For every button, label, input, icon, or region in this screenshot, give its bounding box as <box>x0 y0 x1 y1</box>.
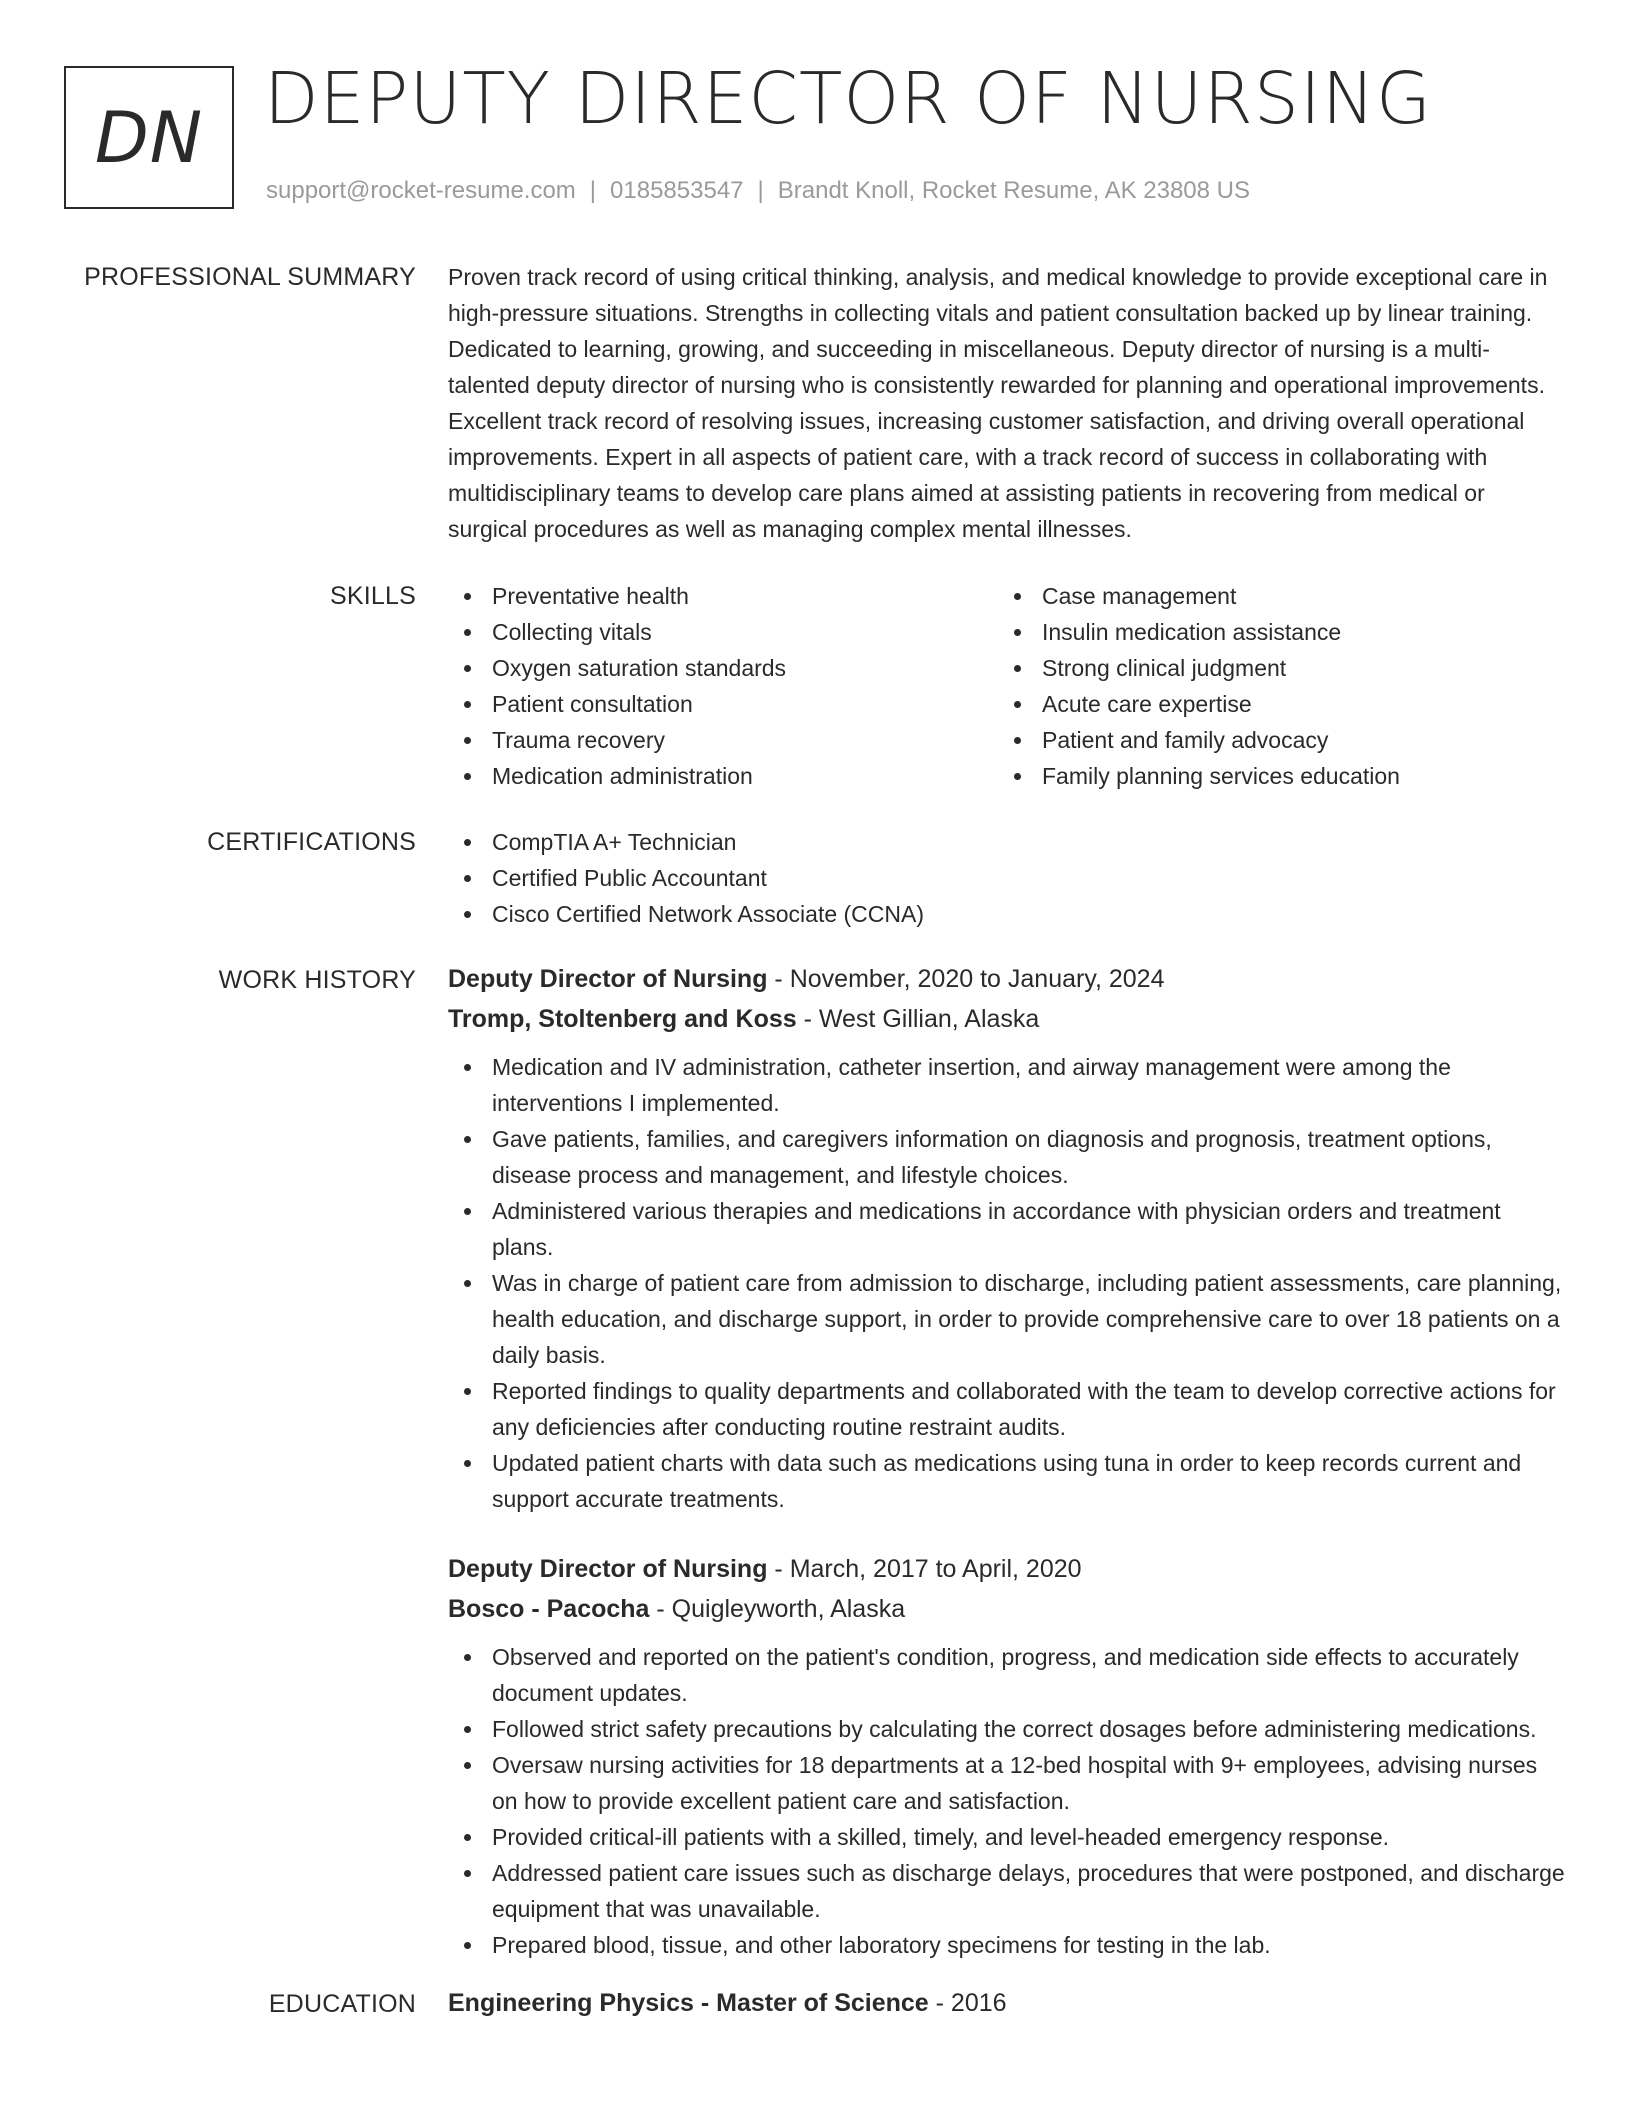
monogram-box <box>64 66 234 209</box>
job-entry <box>448 1549 1568 1963</box>
monogram-initials: DN <box>94 96 204 179</box>
certifications-list <box>448 824 1568 932</box>
resume-sections <box>0 262 1632 2023</box>
skill-item: Medication administration <box>448 758 998 794</box>
job-bullet: Gave patients, families, and caregivers information on diagnosis and prognosis, treatment options, disease process and management, and lifestyle choices. <box>448 1121 1568 1193</box>
skill-item: Patient and family advocacy <box>998 722 1548 758</box>
certification-item: Cisco Certified Network Associate (CCNA) <box>448 896 1568 932</box>
skill-item: Family planning services education <box>998 758 1548 794</box>
job-bullet: Addressed patient care issues such as discharge delays, procedures that were postponed, and discharge equipment that was unavailable. <box>448 1855 1568 1927</box>
skills-body <box>448 581 1568 794</box>
job-title: Deputy Director of Nursing <box>448 1555 768 1583</box>
job-bullet: Medication and IV administration, catheter insertion, and airway management were among the interventions I implemented. <box>448 1049 1568 1121</box>
resume-title: DEPUTY DIRECTOR OF NURSING <box>264 57 1432 140</box>
skill-item: Preventative health <box>448 578 998 614</box>
job-title-line <box>448 1549 1568 1589</box>
job-company: Bosco - Pacocha <box>448 1595 650 1623</box>
certification-item: Certified Public Accountant <box>448 860 1568 896</box>
certification-item: CompTIA A+ Technician <box>448 824 1568 860</box>
job-company-line <box>448 999 1568 1039</box>
education-year: - 2016 <box>928 1989 1007 2017</box>
skill-item: Case management <box>998 578 1548 614</box>
skill-item: Collecting vitals <box>448 614 998 650</box>
certifications-body <box>448 827 1568 932</box>
job-bullet: Provided critical-ill patients with a skilled, timely, and level-headed emergency response. <box>448 1819 1568 1855</box>
job-bullet: Observed and reported on the patient's condition, progress, and medication side effects to accurately document updates. <box>448 1639 1568 1711</box>
section-label-certifications: CERTIFICATIONS <box>207 828 416 856</box>
job-bullet-list <box>448 1639 1568 1963</box>
job-company-line <box>448 1589 1568 1629</box>
skills-section <box>0 581 1632 794</box>
education-degree: Engineering Physics - Master of Science <box>448 1989 929 2017</box>
contact-line <box>266 177 1250 205</box>
job-title-line <box>448 959 1568 999</box>
education-line <box>448 1983 1568 2023</box>
skills-list <box>448 578 1568 794</box>
job-location: - Quigleyworth, Alaska <box>649 1595 906 1623</box>
job-dates: - March, 2017 to April, 2020 <box>767 1555 1082 1583</box>
job-entry <box>448 959 1568 1517</box>
education-body <box>448 1989 1568 2023</box>
education-section <box>0 1989 1632 2023</box>
skill-item: Patient consultation <box>448 686 998 722</box>
contact-separator: | <box>757 177 764 204</box>
job-location: - West Gillian, Alaska <box>796 1005 1040 1033</box>
summary-text: Proven track record of using critical thinking, analysis, and medical knowledge to provide exceptional care in high-pressure situations. Strengths in collecting vitals and patient consultation backed up by linear training. Dedicated to learning, growing, and succeeding in miscellaneous. Deputy director of nursing is a multi-talented deputy director of nursing who is consistently rewarded for planning and operational improvements. Excellent track record of resolving issues, increasing customer satisfaction, and driving overall operational improvements. Expert in all aspects of patient care, with a track record of success in collaborating with multidisciplinary teams to develop care plans aimed at assisting patients in recovering from medical or surgical procedures as well as managing complex mental illnesses. <box>448 264 1548 542</box>
skill-item: Strong clinical judgment <box>998 650 1548 686</box>
job-dates: - November, 2020 to January, 2024 <box>767 965 1165 993</box>
contact-phone: 0185853547 <box>610 177 744 204</box>
job-bullet: Administered various therapies and medications in accordance with physician orders and treatment plans. <box>448 1193 1568 1265</box>
job-bullet: Prepared blood, tissue, and other laboratory specimens for testing in the lab. <box>448 1927 1568 1963</box>
work-history-body <box>448 965 1568 1963</box>
contact-email: support@rocket-resume.com <box>266 177 576 204</box>
job-title: Deputy Director of Nursing <box>448 965 768 993</box>
work-history-section <box>0 965 1632 1963</box>
section-label-summary: PROFESSIONAL SUMMARY <box>84 263 416 291</box>
summary-body <box>448 262 1568 547</box>
section-label-work-history: WORK HISTORY <box>218 966 416 994</box>
job-bullet: Followed strict safety precautions by calculating the correct dosages before administering medications. <box>448 1711 1568 1747</box>
job-bullet: Reported findings to quality departments and collaborated with the team to develop corrective actions for any deficiencies after conducting routine restraint audits. <box>448 1373 1568 1445</box>
job-bullet-list <box>448 1049 1568 1517</box>
section-label-education: EDUCATION <box>268 1990 416 2018</box>
contact-separator: | <box>589 177 597 204</box>
job-company: Tromp, Stoltenberg and Koss <box>448 1005 797 1033</box>
skill-item: Insulin medication assistance <box>998 614 1548 650</box>
section-label-skills: SKILLS <box>330 582 416 610</box>
contact-address: Brandt Knoll, Rocket Resume, AK 23808 US <box>777 177 1251 204</box>
summary-section <box>0 262 1632 547</box>
skill-item: Trauma recovery <box>448 722 998 758</box>
skill-item: Acute care expertise <box>998 686 1548 722</box>
certifications-section <box>0 827 1632 932</box>
skill-item: Oxygen saturation standards <box>448 650 998 686</box>
job-bullet: Updated patient charts with data such as medications using tuna in order to keep records current and support accurate treatments. <box>448 1445 1568 1517</box>
job-bullet: Oversaw nursing activities for 18 departments at a 12-bed hospital with 9+ employees, advising nurses on how to provide excellent patient care and satisfaction. <box>448 1747 1568 1819</box>
job-bullet: Was in charge of patient care from admission to discharge, including patient assessments, care planning, health education, and discharge support, in order to provide comprehensive care to over 18 patients on a daily basis. <box>448 1265 1568 1373</box>
